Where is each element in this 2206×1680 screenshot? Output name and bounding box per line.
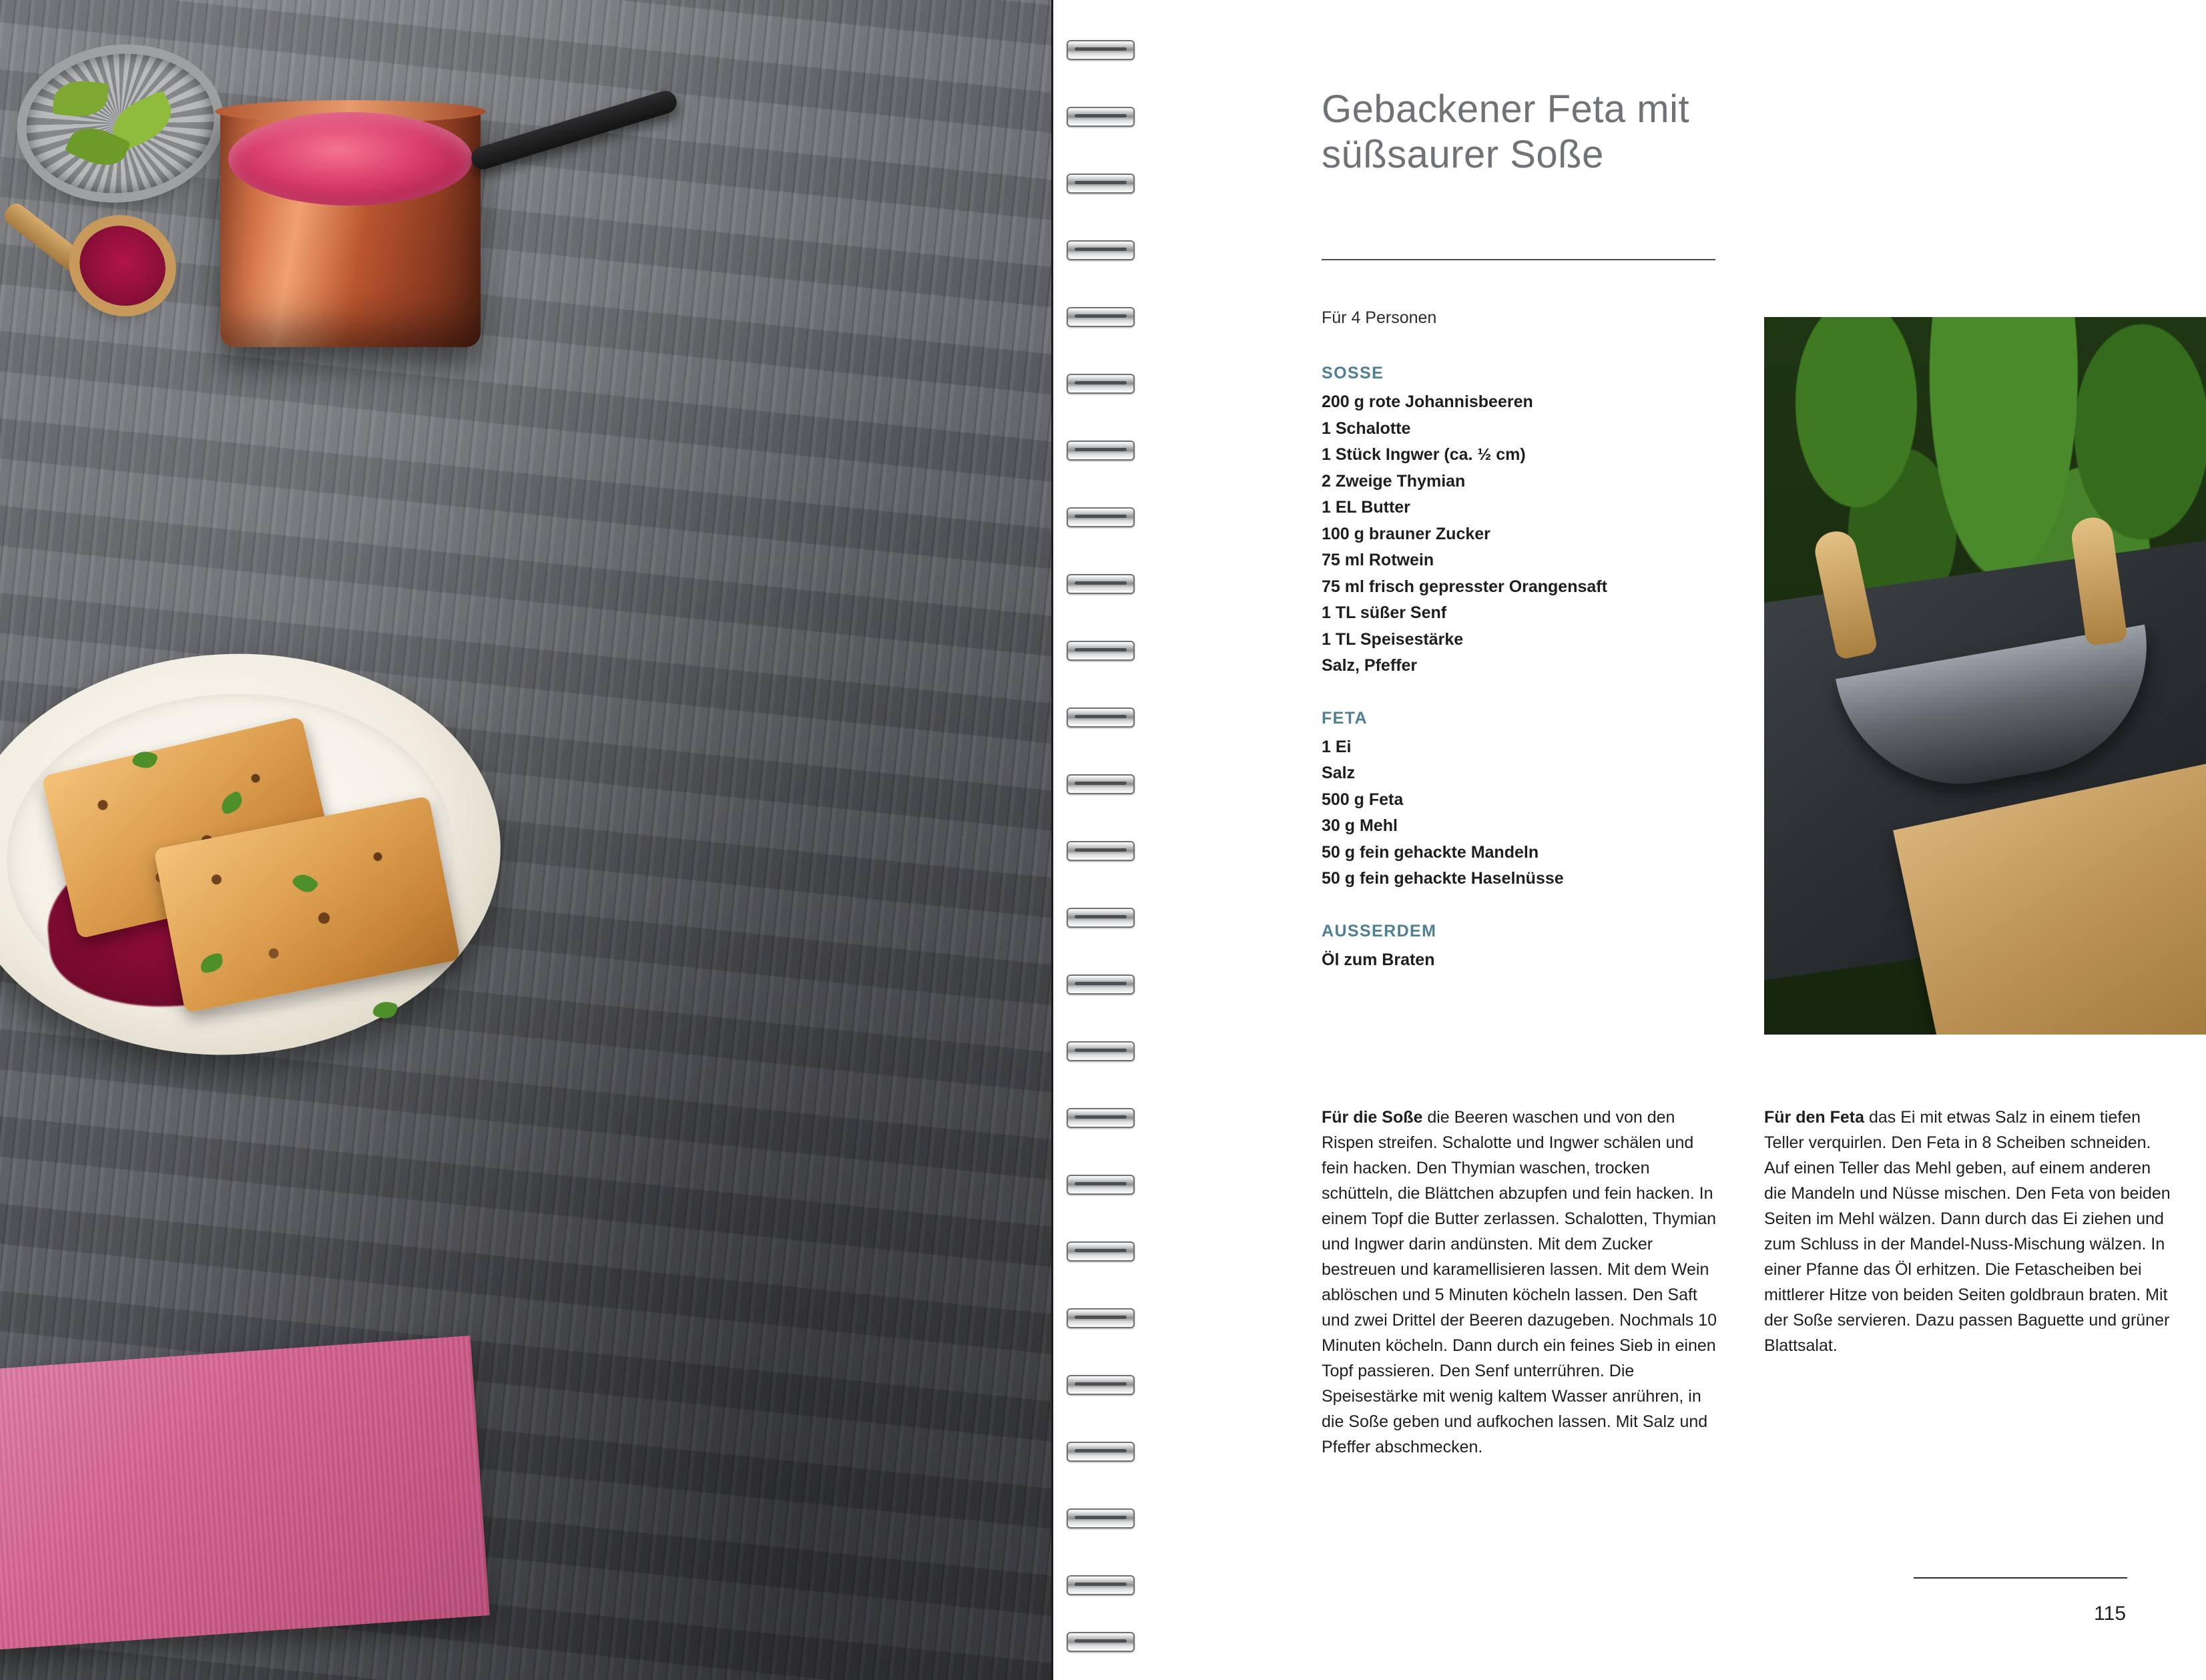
binding-coil bbox=[1067, 1508, 1135, 1528]
binding-coil bbox=[1067, 307, 1135, 327]
binding-coil bbox=[1067, 1632, 1135, 1652]
binding-coil bbox=[1067, 1308, 1135, 1328]
ingredient-item: Salz bbox=[1322, 764, 1356, 782]
main-food-photo bbox=[0, 0, 1051, 1680]
method-lead-sauce: Für die Soße bbox=[1322, 1108, 1423, 1127]
method-paragraph-feta bbox=[1764, 1105, 2171, 1358]
method-lead-feta: Für den Feta bbox=[1764, 1108, 1865, 1127]
ingredient-item: 1 Stück Ingwer (ca. ½ cm) bbox=[1322, 445, 1526, 464]
ingredient-item: 1 Ei bbox=[1322, 737, 1352, 756]
ingredient-item: 500 g Feta bbox=[1322, 790, 1404, 809]
berry-sauce-in-pot bbox=[228, 112, 473, 206]
binding-coil bbox=[1067, 774, 1135, 794]
binding-coil bbox=[1067, 1241, 1135, 1262]
ingredient-item: 1 EL Butter bbox=[1322, 498, 1410, 517]
ingredient-item: 75 ml frisch gepresster Orangensaft bbox=[1322, 577, 1607, 596]
binding-coil bbox=[1067, 841, 1135, 861]
ingredients-column bbox=[1322, 364, 1735, 1003]
copper-pot bbox=[220, 107, 481, 347]
ingredient-item: 100 g brauner Zucker bbox=[1322, 524, 1490, 543]
method-body-feta: das Ei mit etwas Salz in einem tiefen Teller verquirlen. Den Feta in 8 Scheiben schneiden. Auf einen Teller das Mehl geben, auf einem anderen die Mandeln und Nüsse mischen. Den Feta von beiden Seiten im Mehl wälzen. Dann durch das Ei ziehen und zum Schluss in der Mandel-Nuss-Mischung wälzen. In einer Pfanne das Öl erhitzen. Die Fetascheiben bei mittlerer Hitze von beiden Seiten goldbraun braten. Mit der Soße servieren. Dazu passen Baguette und grüner Blattsalat. bbox=[1764, 1108, 2171, 1355]
binding-coil bbox=[1067, 374, 1135, 394]
ingredient-group-sosse bbox=[1322, 364, 1735, 679]
ingredient-group-heading: FETA bbox=[1322, 708, 1368, 728]
method-paragraph-sauce bbox=[1322, 1105, 1722, 1460]
ingredient-item: 30 g Mehl bbox=[1322, 816, 1398, 835]
binding-coil bbox=[1067, 441, 1135, 461]
herb-bowl bbox=[23, 47, 216, 199]
ingredient-item: 1 TL süßer Senf bbox=[1322, 603, 1447, 622]
binding-coil bbox=[1067, 908, 1135, 928]
ingredient-group-heading: AUSSERDEM bbox=[1322, 921, 1437, 940]
pink-napkin bbox=[0, 1336, 490, 1651]
servings-label: Für 4 Personen bbox=[1322, 308, 1437, 327]
binding-coil bbox=[1067, 974, 1135, 995]
page-number: 115 bbox=[2094, 1603, 2126, 1625]
ingredient-item: 1 Schalotte bbox=[1322, 418, 1411, 438]
recipe-text-page bbox=[1147, 0, 2206, 1680]
binding-coil bbox=[1067, 1108, 1135, 1128]
ingredient-item: 75 ml Rotwein bbox=[1322, 551, 1434, 569]
binding-coil bbox=[1067, 174, 1135, 194]
ingredient-item: 50 g fein gehackte Mandeln bbox=[1322, 842, 1539, 862]
binding-coil bbox=[1067, 107, 1135, 127]
ingredient-item: Öl zum Braten bbox=[1322, 950, 1435, 969]
binding-coil bbox=[1067, 507, 1135, 527]
ingredient-group-heading: SOSSE bbox=[1322, 364, 1384, 382]
ingredient-item: 1 TL Speisestärke bbox=[1322, 629, 1464, 649]
title-divider bbox=[1322, 259, 1715, 260]
binding-coil bbox=[1067, 574, 1135, 594]
recipe-title: Gebackener Feta mit süßsaurer Soße bbox=[1322, 87, 1690, 176]
binding-coil bbox=[1067, 1041, 1135, 1061]
side-photo-herbs-and-mezzaluna bbox=[1764, 317, 2206, 1035]
binding-coil bbox=[1067, 240, 1135, 260]
ingredient-group-feta bbox=[1322, 709, 1735, 892]
spiral-binding bbox=[1051, 0, 1147, 1680]
binding-coil bbox=[1067, 1375, 1135, 1395]
binding-coil bbox=[1067, 1575, 1135, 1595]
binding-coil bbox=[1067, 1175, 1135, 1195]
ingredient-item: 200 g rote Johannisbeeren bbox=[1322, 392, 1533, 411]
ingredient-group-ausserdem bbox=[1322, 922, 1735, 974]
ingredient-item: Salz, Pfeffer bbox=[1322, 656, 1418, 675]
binding-coil bbox=[1067, 708, 1135, 728]
ingredient-item: 50 g fein gehackte Haselnüsse bbox=[1322, 869, 1564, 888]
binding-coil bbox=[1067, 1442, 1135, 1462]
binding-coil bbox=[1067, 641, 1135, 661]
page-number-divider bbox=[1914, 1577, 2127, 1579]
method-body-sauce: die Beeren waschen und von den Rispen streifen. Schalotte und Ingwer schälen und fein hacken. Den Thymian waschen, trocken schütteln, die Blättchen abzupfen und fein hacken. In einem Topf die Butter zerlassen. Schalotten, Thymian und Ingwer darin andünsten. Mit dem Zucker bestreuen und karamellisieren lassen. Mit dem Wein ablöschen und 5 Minuten köcheln lassen. Den Saft und zwei Drittel der Beeren dazugeben. Nochmals 10 Minuten köcheln. Dann durch ein feines Sieb in einen Topf passieren. Den Senf unterrühren. Die Speisestärke mit wenig kaltem Wasser anrühren, in die Soße geben und aufkochen lassen. Mit Salz und Pfeffer abschmecken. bbox=[1322, 1108, 1717, 1456]
binding-coil bbox=[1067, 40, 1135, 60]
ingredient-item: 2 Zweige Thymian bbox=[1322, 471, 1466, 491]
